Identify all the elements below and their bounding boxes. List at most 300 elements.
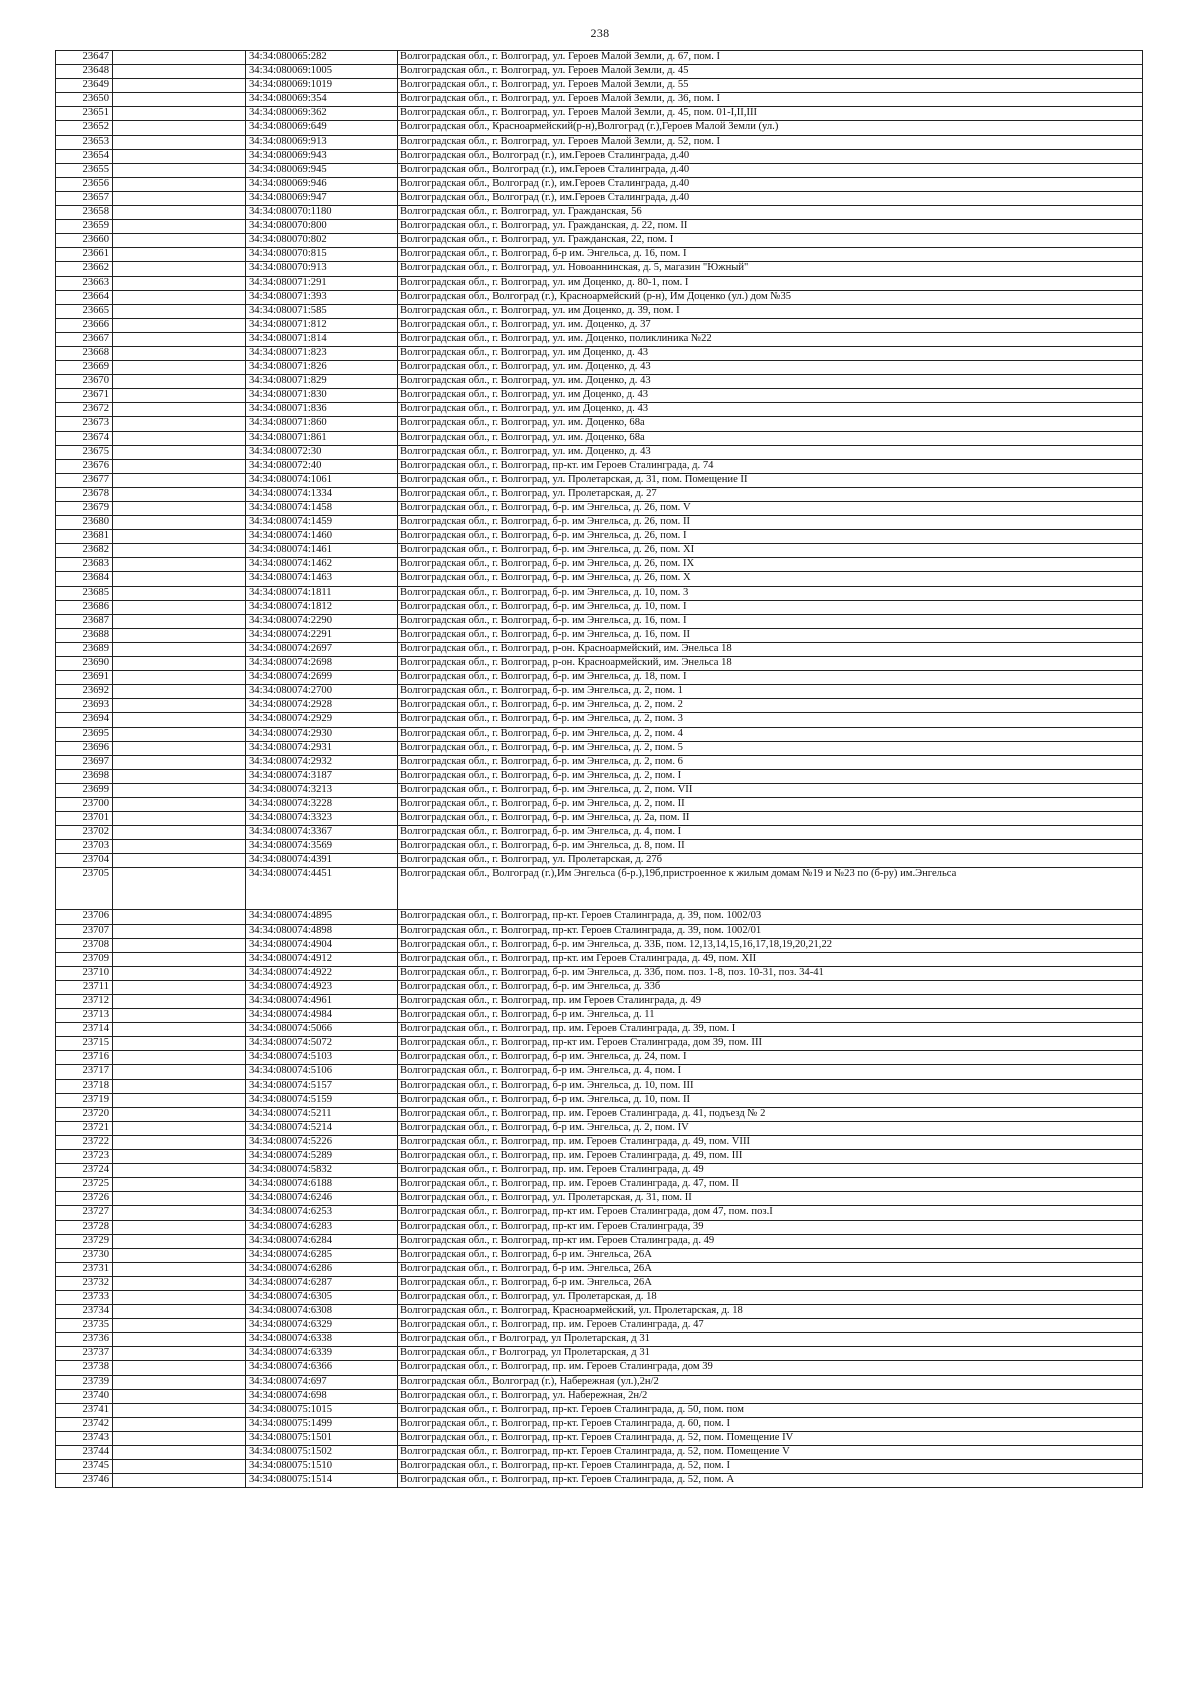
table-row — [56, 685, 1143, 699]
address-cell: Волгоградская обл., г. Волгоград, б-р. им Энгельса, д. 26, пом. I — [398, 530, 1143, 544]
row-number-cell: 23742 — [56, 1417, 113, 1431]
empty-cell — [113, 1192, 246, 1206]
row-number-cell: 23746 — [56, 1474, 113, 1488]
row-number-cell: 23706 — [56, 910, 113, 924]
empty-cell — [113, 699, 246, 713]
address-cell: Волгоградская обл., г. Волгоград, б-р. им Энгельса, д. 2, пом. 6 — [398, 755, 1143, 769]
address-cell: Волгоградская обл., г. Волгоград, пр-кт. Героев Сталинграда, д. 39, пом. 1002/01 — [398, 924, 1143, 938]
cadastral-number-cell: 34:34:080074:5072 — [246, 1037, 398, 1051]
page-number: 238 — [590, 26, 610, 40]
address-cell: Волгоградская обл., г. Волгоград, б-р. им Энгельса, д. 2, пом. VII — [398, 783, 1143, 797]
address-cell: Волгоградская обл., г. Волгоград, б-р. им Энгельса, д. 16, пом. I — [398, 614, 1143, 628]
row-number-cell: 23704 — [56, 854, 113, 868]
address-cell: Волгоградская обл., г. Волгоград, б-р. им Энгельса, д. 2а, пом. II — [398, 812, 1143, 826]
row-number-cell: 23716 — [56, 1051, 113, 1065]
row-number-cell: 23668 — [56, 346, 113, 360]
table-row — [56, 755, 1143, 769]
cadastral-number-cell: 34:34:080074:4895 — [246, 910, 398, 924]
cadastral-number-cell: 34:34:080074:5066 — [246, 1023, 398, 1037]
address-cell: Волгоградская обл., г. Волгоград, б-р. им Энгельса, д. 2, пом. 4 — [398, 727, 1143, 741]
table-row — [56, 628, 1143, 642]
cadastral-number-cell: 34:34:080074:5289 — [246, 1150, 398, 1164]
row-number-cell: 23678 — [56, 487, 113, 501]
address-cell: Волгоградская обл., г. Волгоград, б-р. им Энгельса, д. 16, пом. II — [398, 628, 1143, 642]
table-row — [56, 346, 1143, 360]
address-cell: Волгоградская обл., г. Волгоград, пр. им. Героев Сталинграда, д. 39, пом. I — [398, 1023, 1143, 1037]
row-number-cell: 23736 — [56, 1333, 113, 1347]
address-cell: Волгоградская обл., г. Волгоград, пр-кт им. Героев Сталинграда, д. 49 — [398, 1234, 1143, 1248]
address-cell: Волгоградская обл., г. Волгоград, пр. им. Героев Сталинграда, д. 49, пом. III — [398, 1150, 1143, 1164]
address-cell: Волгоградская обл., г. Волгоград, пр. им. Героев Сталинграда, д. 47, пом. II — [398, 1178, 1143, 1192]
table-row — [56, 332, 1143, 346]
address-cell: Волгоградская обл., г. Волгоград, б-р. им Энгельса, д. 2, пом. 2 — [398, 699, 1143, 713]
empty-cell — [113, 1446, 246, 1460]
cadastral-number-cell: 34:34:080074:4961 — [246, 995, 398, 1009]
cadastral-number-cell: 34:34:080074:5214 — [246, 1121, 398, 1135]
address-cell: Волгоградская обл., г. Волгоград, б-р. им Энгельса, д. 26, пом. II — [398, 516, 1143, 530]
cadastral-number-cell: 34:34:080074:5832 — [246, 1164, 398, 1178]
table-row — [56, 1431, 1143, 1445]
table-row — [56, 234, 1143, 248]
row-number-cell: 23665 — [56, 304, 113, 318]
table-row — [56, 403, 1143, 417]
address-cell: Волгоградская обл., Волгоград (г.), им.Героев Сталинграда, д.40 — [398, 149, 1143, 163]
empty-cell — [113, 812, 246, 826]
address-cell: Волгоградская обл., г. Волгоград, ул. Новоаннинская, д. 5, магазин "Южный" — [398, 262, 1143, 276]
address-cell: Волгоградская обл., г. Волгоград, пр-кт. Героев Сталинграда, д. 39, пом. 1002/03 — [398, 910, 1143, 924]
empty-cell — [113, 1361, 246, 1375]
table-row — [56, 657, 1143, 671]
empty-cell — [113, 276, 246, 290]
row-number-cell: 23745 — [56, 1460, 113, 1474]
table-row — [56, 65, 1143, 79]
address-cell: Волгоградская обл., г. Волгоград, ул. Гражданская, 56 — [398, 206, 1143, 220]
row-number-cell: 23676 — [56, 459, 113, 473]
row-number-cell: 23673 — [56, 417, 113, 431]
table-row — [56, 487, 1143, 501]
address-cell: Волгоградская обл., г. Волгоград, б-р. им Энгельса, д. 18, пом. I — [398, 671, 1143, 685]
address-cell: Волгоградская обл., г. Волгоград, пр. им. Героев Сталинграда, д. 41, подъезд № 2 — [398, 1107, 1143, 1121]
cadastral-number-cell: 34:34:080074:6305 — [246, 1290, 398, 1304]
table-row — [56, 713, 1143, 727]
row-number-cell: 23695 — [56, 727, 113, 741]
table-row — [56, 473, 1143, 487]
row-number-cell: 23656 — [56, 177, 113, 191]
cadastral-number-cell: 34:34:080074:5159 — [246, 1093, 398, 1107]
cadastral-number-cell: 34:34:080074:3228 — [246, 797, 398, 811]
address-cell: Волгоградская обл., г. Волгоград, б-р. им Энгельса, д. 2, пом. I — [398, 769, 1143, 783]
row-number-cell: 23690 — [56, 657, 113, 671]
cadastral-number-cell: 34:34:080075:1502 — [246, 1446, 398, 1460]
empty-cell — [113, 487, 246, 501]
row-number-cell: 23683 — [56, 558, 113, 572]
table-row — [56, 445, 1143, 459]
table-row — [56, 107, 1143, 121]
cadastral-number-cell: 34:34:080074:6286 — [246, 1262, 398, 1276]
cadastral-number-cell: 34:34:080074:6338 — [246, 1333, 398, 1347]
table-row — [56, 1009, 1143, 1023]
empty-cell — [113, 107, 246, 121]
empty-cell — [113, 248, 246, 262]
empty-cell — [113, 1319, 246, 1333]
address-cell: Волгоградская обл., г. Волгоград, ул. Гражданская, 22, пом. I — [398, 234, 1143, 248]
empty-cell — [113, 544, 246, 558]
row-number-cell: 23648 — [56, 65, 113, 79]
row-number-cell: 23717 — [56, 1065, 113, 1079]
property-registry-table — [55, 50, 1143, 1488]
cadastral-number-cell: 34:34:080071:836 — [246, 403, 398, 417]
empty-cell — [113, 910, 246, 924]
row-number-cell: 23727 — [56, 1206, 113, 1220]
address-cell: Волгоградская обл., г. Волгоград, б-р. им Энгельса, д. 10, пом. 3 — [398, 586, 1143, 600]
table-row — [56, 1121, 1143, 1135]
cadastral-number-cell: 34:34:080071:829 — [246, 375, 398, 389]
cadastral-number-cell: 34:34:080074:4922 — [246, 966, 398, 980]
table-row — [56, 1023, 1143, 1037]
empty-cell — [113, 163, 246, 177]
empty-cell — [113, 459, 246, 473]
cadastral-number-cell: 34:34:080069:946 — [246, 177, 398, 191]
cadastral-number-cell: 34:34:080072:40 — [246, 459, 398, 473]
row-number-cell: 23652 — [56, 121, 113, 135]
cadastral-number-cell: 34:34:080074:5226 — [246, 1135, 398, 1149]
row-number-cell: 23663 — [56, 276, 113, 290]
cadastral-number-cell: 34:34:080074:1459 — [246, 516, 398, 530]
address-cell: Волгоградская обл., г. Волгоград, б-р им. Энгельса, д. 24, пом. I — [398, 1051, 1143, 1065]
row-number-cell: 23653 — [56, 135, 113, 149]
row-number-cell: 23657 — [56, 191, 113, 205]
row-number-cell: 23687 — [56, 614, 113, 628]
cadastral-number-cell: 34:34:080074:5211 — [246, 1107, 398, 1121]
row-number-cell: 23675 — [56, 445, 113, 459]
table-row — [56, 995, 1143, 1009]
empty-cell — [113, 713, 246, 727]
address-cell: Волгоградская обл., г. Волгоград, пр-кт им. Героев Сталинграда, дом 39, пом. III — [398, 1037, 1143, 1051]
empty-cell — [113, 403, 246, 417]
empty-cell — [113, 1206, 246, 1220]
cadastral-number-cell: 34:34:080069:943 — [246, 149, 398, 163]
address-cell: Волгоградская обл., г. Волгоград, б-р. им Энгельса, д. 4, пом. I — [398, 826, 1143, 840]
row-number-cell: 23705 — [56, 868, 113, 910]
cadastral-number-cell: 34:34:080071:393 — [246, 290, 398, 304]
row-number-cell: 23685 — [56, 586, 113, 600]
address-cell: Волгоградская обл., г. Волгоград, пр. им. Героев Сталинграда, д. 49, пом. VIII — [398, 1135, 1143, 1149]
table-row — [56, 163, 1143, 177]
cadastral-number-cell: 34:34:080071:861 — [246, 431, 398, 445]
table-row — [56, 1347, 1143, 1361]
row-number-cell: 23734 — [56, 1305, 113, 1319]
empty-cell — [113, 1023, 246, 1037]
table-row — [56, 361, 1143, 375]
table-row — [56, 177, 1143, 191]
row-number-cell: 23723 — [56, 1150, 113, 1164]
table-row — [56, 1178, 1143, 1192]
table-row — [56, 1206, 1143, 1220]
address-cell: Волгоградская обл., г. Волгоград, ул. им. Доценко, д. 43 — [398, 445, 1143, 459]
address-cell: Волгоградская обл., г. Волгоград, ул. им Доценко, д. 43 — [398, 346, 1143, 360]
table-row — [56, 1474, 1143, 1488]
table-row — [56, 1276, 1143, 1290]
cadastral-number-cell: 34:34:080074:1458 — [246, 502, 398, 516]
address-cell: Волгоградская обл., г. Волгоград, б-р. им Энгельса, д. 33Б, пом. 12,13,14,15,16,17,18,19,20,21,22 — [398, 938, 1143, 952]
cadastral-number-cell: 34:34:080074:4391 — [246, 854, 398, 868]
cadastral-number-cell: 34:34:080074:1334 — [246, 487, 398, 501]
empty-cell — [113, 1403, 246, 1417]
empty-cell — [113, 995, 246, 1009]
table-row — [56, 1150, 1143, 1164]
cadastral-number-cell: 34:34:080074:698 — [246, 1389, 398, 1403]
table-row — [56, 952, 1143, 966]
table-row — [56, 206, 1143, 220]
empty-cell — [113, 516, 246, 530]
table-row — [56, 1375, 1143, 1389]
table-row — [56, 769, 1143, 783]
empty-cell — [113, 1065, 246, 1079]
empty-cell — [113, 1220, 246, 1234]
cadastral-number-cell: 34:34:080074:6284 — [246, 1234, 398, 1248]
table-row — [56, 1164, 1143, 1178]
address-cell: Волгоградская обл., г. Волгоград, б-р. им Энгельса, д. 8, пом. II — [398, 840, 1143, 854]
empty-cell — [113, 530, 246, 544]
table-row — [56, 1107, 1143, 1121]
empty-cell — [113, 1417, 246, 1431]
cadastral-number-cell: 34:34:080074:3187 — [246, 769, 398, 783]
table-row — [56, 1290, 1143, 1304]
address-cell: Волгоградская обл., г. Волгоград, пр-кт. Героев Сталинграда, д. 52, пом. А — [398, 1474, 1143, 1488]
cadastral-number-cell: 34:34:080074:2699 — [246, 671, 398, 685]
empty-cell — [113, 600, 246, 614]
table-row — [56, 938, 1143, 952]
row-number-cell: 23686 — [56, 600, 113, 614]
table-row — [56, 558, 1143, 572]
empty-cell — [113, 1178, 246, 1192]
row-number-cell: 23744 — [56, 1446, 113, 1460]
table-row — [56, 375, 1143, 389]
address-cell: Волгоградская обл., г. Волгоград, ул. Героев Малой Земли, д. 67, пом. I — [398, 51, 1143, 65]
cadastral-number-cell: 34:34:080071:823 — [246, 346, 398, 360]
address-cell: Волгоградская обл., Красноармейский(р-н),Волгоград (г.),Героев Малой Земли (ул.) — [398, 121, 1143, 135]
cadastral-number-cell: 34:34:080074:4984 — [246, 1009, 398, 1023]
empty-cell — [113, 262, 246, 276]
empty-cell — [113, 346, 246, 360]
empty-cell — [113, 445, 246, 459]
cadastral-number-cell: 34:34:080074:3323 — [246, 812, 398, 826]
row-number-cell: 23693 — [56, 699, 113, 713]
empty-cell — [113, 79, 246, 93]
table-row — [56, 966, 1143, 980]
table-row — [56, 783, 1143, 797]
cadastral-number-cell: 34:34:080074:5106 — [246, 1065, 398, 1079]
empty-cell — [113, 1107, 246, 1121]
address-cell: Волгоградская обл., г. Волгоград, ул. Пролетарская, д. 27 — [398, 487, 1143, 501]
empty-cell — [113, 952, 246, 966]
cadastral-number-cell: 34:34:080074:1461 — [246, 544, 398, 558]
table-row — [56, 431, 1143, 445]
address-cell: Волгоградская обл., г. Волгоград, пр. им. Героев Сталинграда, дом 39 — [398, 1361, 1143, 1375]
empty-cell — [113, 727, 246, 741]
cadastral-number-cell: 34:34:080070:802 — [246, 234, 398, 248]
cadastral-number-cell: 34:34:080074:2931 — [246, 741, 398, 755]
table-row — [56, 417, 1143, 431]
empty-cell — [113, 1389, 246, 1403]
address-cell: Волгоградская обл., г. Волгоград, б-р. им Энгельса, д. 26, пом. XI — [398, 544, 1143, 558]
cadastral-number-cell: 34:34:080074:6366 — [246, 1361, 398, 1375]
cadastral-number-cell: 34:34:080070:1180 — [246, 206, 398, 220]
empty-cell — [113, 614, 246, 628]
row-number-cell: 23649 — [56, 79, 113, 93]
row-number-cell: 23682 — [56, 544, 113, 558]
cadastral-number-cell: 34:34:080069:913 — [246, 135, 398, 149]
empty-cell — [113, 1150, 246, 1164]
row-number-cell: 23711 — [56, 980, 113, 994]
row-number-cell: 23650 — [56, 93, 113, 107]
row-number-cell: 23710 — [56, 966, 113, 980]
row-number-cell: 23660 — [56, 234, 113, 248]
empty-cell — [113, 741, 246, 755]
cadastral-number-cell: 34:34:080070:913 — [246, 262, 398, 276]
row-number-cell: 23741 — [56, 1403, 113, 1417]
row-number-cell: 23702 — [56, 826, 113, 840]
table-row — [56, 600, 1143, 614]
table-row — [56, 304, 1143, 318]
empty-cell — [113, 149, 246, 163]
cadastral-number-cell: 34:34:080069:947 — [246, 191, 398, 205]
empty-cell — [113, 1305, 246, 1319]
table-row — [56, 262, 1143, 276]
empty-cell — [113, 1333, 246, 1347]
address-cell: Волгоградская обл., Волгоград (г.), им.Героев Сталинграда, д.40 — [398, 177, 1143, 191]
row-number-cell: 23714 — [56, 1023, 113, 1037]
table-row — [56, 812, 1143, 826]
empty-cell — [113, 1248, 246, 1262]
cadastral-number-cell: 34:34:080074:6287 — [246, 1276, 398, 1290]
empty-cell — [113, 1079, 246, 1093]
address-cell: Волгоградская обл., г. Волгоград, б-р. им Энгельса, д. 2, пом. 3 — [398, 713, 1143, 727]
row-number-cell: 23684 — [56, 572, 113, 586]
address-cell: Волгоградская обл., г. Волгоград, пр-кт им. Героев Сталинграда, дом 47, пом. поз.I — [398, 1206, 1143, 1220]
row-number-cell: 23696 — [56, 741, 113, 755]
address-cell: Волгоградская обл., г. Волгоград, б-р им. Энгельса, д. 2, пом. IV — [398, 1121, 1143, 1135]
table-row — [56, 149, 1143, 163]
cadastral-number-cell: 34:34:080074:3213 — [246, 783, 398, 797]
address-cell: Волгоградская обл., г. Волгоград, р-он. Красноармейский, им. Энельса 18 — [398, 642, 1143, 656]
empty-cell — [113, 234, 246, 248]
table-row — [56, 980, 1143, 994]
empty-cell — [113, 220, 246, 234]
row-number-cell: 23733 — [56, 1290, 113, 1304]
cadastral-number-cell: 34:34:080075:1501 — [246, 1431, 398, 1445]
row-number-cell: 23651 — [56, 107, 113, 121]
cadastral-number-cell: 34:34:080074:2930 — [246, 727, 398, 741]
row-number-cell: 23664 — [56, 290, 113, 304]
address-cell: Волгоградская обл., г. Волгоград, ул. Пролетарская, д. 27б — [398, 854, 1143, 868]
row-number-cell: 23681 — [56, 530, 113, 544]
cadastral-number-cell: 34:34:080069:1019 — [246, 79, 398, 93]
address-cell: Волгоградская обл., г. Волгоград, ул. им. Доценко, поликлиника №22 — [398, 332, 1143, 346]
row-number-cell: 23701 — [56, 812, 113, 826]
empty-cell — [113, 121, 246, 135]
cadastral-number-cell: 34:34:080069:1005 — [246, 65, 398, 79]
table-row — [56, 1319, 1143, 1333]
row-number-cell: 23730 — [56, 1248, 113, 1262]
row-number-cell: 23679 — [56, 502, 113, 516]
address-cell: Волгоградская обл., г. Волгоград, ул. им. Доценко, д. 37 — [398, 318, 1143, 332]
table-row — [56, 671, 1143, 685]
row-number-cell: 23697 — [56, 755, 113, 769]
empty-cell — [113, 1051, 246, 1065]
empty-cell — [113, 966, 246, 980]
row-number-cell: 23712 — [56, 995, 113, 1009]
empty-cell — [113, 769, 246, 783]
address-cell: Волгоградская обл., г. Волгоград, б-р им. Энгельса, 26А — [398, 1248, 1143, 1262]
empty-cell — [113, 572, 246, 586]
address-cell: Волгоградская обл., г. Волгоград, ул. им. Доценко, д. 43 — [398, 375, 1143, 389]
empty-cell — [113, 671, 246, 685]
address-cell: Волгоградская обл., Волгоград (г.), им.Героев Сталинграда, д.40 — [398, 191, 1143, 205]
cadastral-number-cell: 34:34:080065:282 — [246, 51, 398, 65]
table-row — [56, 459, 1143, 473]
table-row — [56, 389, 1143, 403]
table-row — [56, 1460, 1143, 1474]
address-cell: Волгоградская обл., г. Волгоград, ул. Героев Малой Земли, д. 55 — [398, 79, 1143, 93]
table-row — [56, 741, 1143, 755]
row-number-cell: 23718 — [56, 1079, 113, 1093]
address-cell: Волгоградская обл., г. Волгоград, б-р. им Энгельса, д. 2, пом. 1 — [398, 685, 1143, 699]
address-cell: Волгоградская обл., г. Волгоград, пр-кт. Героев Сталинграда, д. 50, пом. пом — [398, 1403, 1143, 1417]
empty-cell — [113, 1431, 246, 1445]
address-cell: Волгоградская обл., г. Волгоград, б-р им. Энгельса, д. 10, пом. II — [398, 1093, 1143, 1107]
empty-cell — [113, 924, 246, 938]
row-number-cell: 23661 — [56, 248, 113, 262]
row-number-cell: 23671 — [56, 389, 113, 403]
table-row — [56, 290, 1143, 304]
row-number-cell: 23708 — [56, 938, 113, 952]
empty-cell — [113, 685, 246, 699]
address-cell: Волгоградская обл., г. Волгоград, ул. им. Доценко, 68а — [398, 431, 1143, 445]
cadastral-number-cell: 34:34:080074:4451 — [246, 868, 398, 910]
empty-cell — [113, 51, 246, 65]
row-number-cell: 23647 — [56, 51, 113, 65]
cadastral-number-cell: 34:34:080074:2697 — [246, 642, 398, 656]
row-number-cell: 23729 — [56, 1234, 113, 1248]
row-number-cell: 23659 — [56, 220, 113, 234]
cadastral-number-cell: 34:34:080074:5157 — [246, 1079, 398, 1093]
cadastral-number-cell: 34:34:080074:6339 — [246, 1347, 398, 1361]
cadastral-number-cell: 34:34:080070:815 — [246, 248, 398, 262]
table-row — [56, 642, 1143, 656]
address-cell: Волгоградская обл., г. Волгоград, б-р. им Энгельса, д. 26, пом. X — [398, 572, 1143, 586]
address-cell: Волгоградская обл., г. Волгоград, б-р. им Энгельса, д. 33б — [398, 980, 1143, 994]
row-number-cell: 23724 — [56, 1164, 113, 1178]
table-row — [56, 544, 1143, 558]
row-number-cell: 23743 — [56, 1431, 113, 1445]
row-number-cell: 23731 — [56, 1262, 113, 1276]
address-cell: Волгоградская обл., г. Волгоград, пр. им. Героев Сталинграда, д. 47 — [398, 1319, 1143, 1333]
empty-cell — [113, 868, 246, 910]
address-cell: Волгоградская обл., г. Волгоград, б-р. им Энгельса, д. 10, пом. I — [398, 600, 1143, 614]
cadastral-number-cell: 34:34:080074:6188 — [246, 1178, 398, 1192]
empty-cell — [113, 431, 246, 445]
table-row — [56, 868, 1143, 910]
empty-cell — [113, 840, 246, 854]
address-cell: Волгоградская обл., г. Волгоград, ул. Гражданская, д. 22, пом. II — [398, 220, 1143, 234]
table-row — [56, 1403, 1143, 1417]
table-row — [56, 854, 1143, 868]
cadastral-number-cell: 34:34:080074:6285 — [246, 1248, 398, 1262]
empty-cell — [113, 1460, 246, 1474]
table-row — [56, 248, 1143, 262]
address-cell: Волгоградская обл., г. Волгоград, ул. Набережная, 2н/2 — [398, 1389, 1143, 1403]
